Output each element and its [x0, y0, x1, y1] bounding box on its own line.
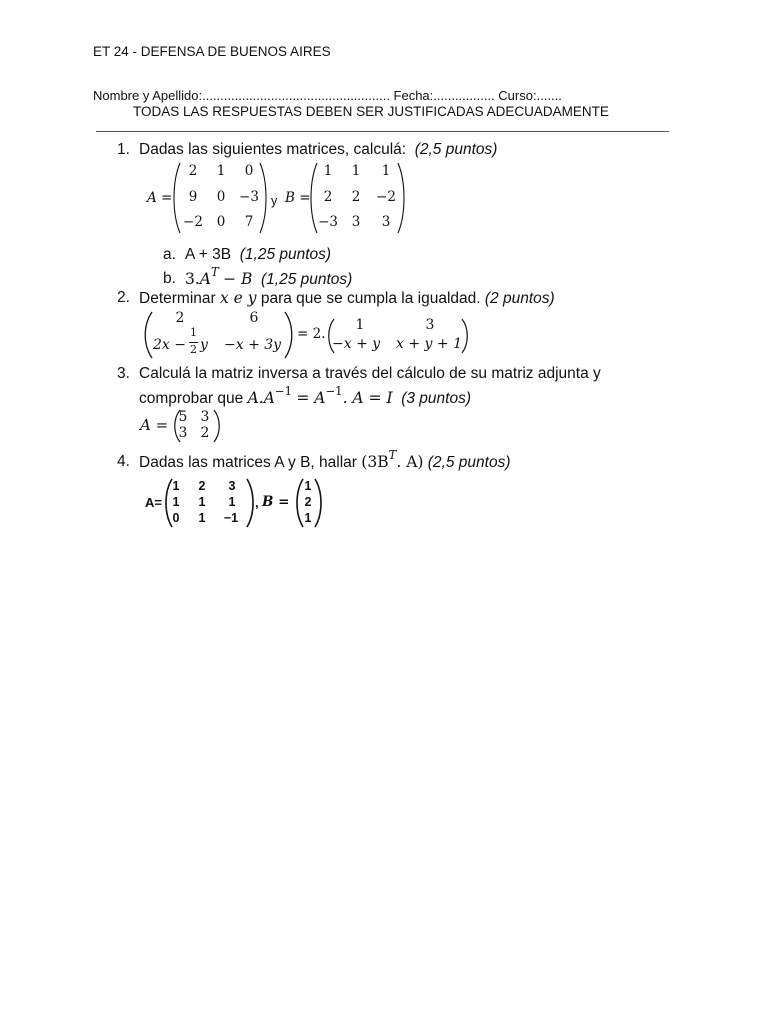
q3-matrix-cell: 3 — [178, 425, 188, 441]
matrix-b-body — [313, 163, 405, 233]
q3-matrix-cell: 3 — [200, 409, 210, 425]
q3-matrix-cell: 2 — [200, 425, 210, 441]
q4-matrix-a-cell: 1 — [198, 495, 206, 509]
q3-math-a: A. — [247, 389, 264, 407]
matrix-a-label: A = — [147, 190, 173, 206]
question-3-line2 — [139, 384, 472, 408]
instructions: TODAS LAS RESPUESTAS DEBEN SER JUSTIFICADAS ADECUADAMENTE — [133, 104, 609, 119]
question-3-prompt: comprobar que — [139, 390, 244, 407]
question-1-number: 1. — [117, 141, 130, 158]
eq-frac-den: 2 — [190, 343, 197, 356]
matrix-b-cell: 1 — [351, 163, 361, 179]
matrix-a-cell: 0 — [244, 163, 254, 179]
question-4-prompt: Dadas las matrices A y B, hallar — [139, 454, 357, 471]
q4-matrix-a-right-paren — [245, 478, 255, 528]
matrix-b-cell: −3 — [318, 214, 338, 230]
q3-matrix-body — [176, 409, 216, 443]
q3-math-d: . A = I — [342, 389, 393, 407]
header-divider — [96, 131, 669, 132]
question-4-points: (2,5 puntos) — [427, 454, 511, 471]
item-b-post: − B — [223, 270, 253, 288]
question-4-text — [139, 448, 511, 472]
matrix-a-cell: −2 — [183, 214, 203, 230]
q4-math-sup: T — [388, 448, 397, 463]
q4-matrix-a-cell: 1 — [228, 495, 236, 509]
q4-matrix-a-body — [168, 479, 254, 527]
q3-math-sup2: −1 — [325, 384, 343, 399]
q4-matrix-a-cell: 1 — [172, 479, 180, 493]
question-4-number: 4. — [117, 453, 130, 470]
q4-matrix-b-right-paren — [313, 478, 323, 528]
eq-frac-num: 1 — [190, 326, 197, 339]
matrix-a-cell: 1 — [216, 163, 226, 179]
q3-math-c: = A — [296, 389, 326, 407]
q4-matrix-b-label: B = — [262, 494, 290, 510]
question-1-prompt: Dadas las siguientes matrices, calculá: — [139, 141, 407, 158]
question-2-prompt-pre: Determinar — [139, 290, 216, 307]
question-2-points: (2 puntos) — [484, 290, 555, 307]
q3-matrix-label: A = — [140, 416, 169, 434]
item-b-base: A — [199, 270, 211, 288]
eq-right-cell: x + y + 1 — [396, 336, 462, 352]
item-a — [185, 246, 331, 264]
matrix-b-right-paren — [397, 162, 407, 234]
eq-right-cell: 3 — [425, 317, 435, 333]
matrix-a-cell: 2 — [188, 163, 198, 179]
eq-left-matrix — [150, 310, 290, 360]
question-2-text — [139, 289, 555, 308]
eq-left-r2c1-pre: 2x − — [153, 337, 186, 353]
item-b-coef: 3. — [185, 270, 200, 288]
q3-matrix-right-paren — [212, 409, 222, 443]
matrix-b-cell: 2 — [351, 189, 361, 205]
q4-matrix-b-cell: 1 — [304, 479, 312, 493]
matrix-b-cell: 3 — [351, 214, 361, 230]
matrix-connector: y — [271, 194, 278, 208]
matrix-b-cell: 1 — [381, 163, 391, 179]
matrix-a-cell: 0 — [216, 214, 226, 230]
eq-left-paren-close — [283, 311, 295, 359]
q4-matrix-a-cell: 3 — [228, 479, 236, 493]
matrix-a-cell: 0 — [216, 189, 226, 205]
school-name: ET 24 - DEFENSA DE BUENOS AIRES — [93, 44, 331, 59]
question-3-line1: Calculá la matriz inversa a través del cálculo de su matriz adjunta y — [139, 365, 601, 382]
q4-matrix-a-label: A= — [145, 495, 162, 510]
matrix-b-cell: 1 — [323, 163, 333, 179]
eq-right-cell: −x + y — [332, 336, 381, 352]
matrix-b-cell: 2 — [323, 189, 333, 205]
eq-left-cell: 6 — [249, 310, 259, 326]
student-info-line: Nombre y Apellido:.................................................... Fecha:................. Curso:....... — [93, 88, 562, 103]
q4-matrix-a-cell: 1 — [198, 511, 206, 525]
q4-math-post: . A) — [396, 453, 424, 471]
q3-math-b: A — [263, 389, 275, 407]
q4-separator: , — [255, 495, 259, 510]
question-3-number: 3. — [117, 365, 130, 382]
q3-math-sup1: −1 — [274, 384, 293, 399]
item-b — [185, 265, 353, 289]
eq-left-cell: −x + 3y — [224, 337, 282, 353]
matrix-a-body — [176, 163, 266, 233]
matrix-a-cell: 7 — [244, 214, 254, 230]
eq-right-cell: 1 — [355, 317, 365, 333]
matrix-a-cell: 9 — [188, 189, 198, 205]
question-1-text — [139, 141, 497, 159]
eq-equals: = 2. — [297, 326, 326, 342]
eq-right-matrix — [332, 317, 472, 357]
q4-math-pre: (3B — [361, 453, 389, 471]
q3-matrix-cell: 5 — [178, 409, 188, 425]
eq-right-paren-close — [460, 318, 470, 354]
q4-matrix-b-cell: 2 — [304, 495, 312, 509]
question-2-vars: x e y — [219, 289, 257, 307]
item-b-sup: T — [211, 265, 219, 280]
item-a-label: a. — [163, 246, 176, 263]
matrix-a-right-paren — [259, 162, 269, 234]
matrix-b-cell: 3 — [381, 214, 391, 230]
question-1-points: (2,5 puntos) — [414, 141, 498, 158]
q4-matrix-a-cell: 2 — [198, 479, 206, 493]
question-3-points: (3 puntos) — [401, 390, 472, 407]
item-a-expression: A + 3B — [185, 246, 232, 263]
item-b-points: (1,25 puntos) — [261, 271, 353, 288]
q4-matrix-a-cell: 1 — [172, 495, 180, 509]
matrix-a-cell: −3 — [239, 189, 259, 205]
eq-left-r2c1-post: y — [200, 337, 208, 353]
item-b-label: b. — [163, 270, 176, 287]
q4-matrix-b-cell: 1 — [304, 511, 312, 525]
q4-matrix-a-cell: 0 — [172, 511, 180, 525]
matrix-b-cell: −2 — [376, 189, 396, 205]
question-2-prompt-post: para que se cumpla la igualdad. — [260, 290, 481, 307]
matrix-b-label: B = — [285, 190, 311, 206]
question-2-number: 2. — [117, 289, 130, 306]
q4-matrix-a-cell: −1 — [223, 511, 239, 525]
item-a-points: (1,25 puntos) — [239, 246, 332, 263]
eq-left-cell: 2 — [175, 310, 185, 326]
